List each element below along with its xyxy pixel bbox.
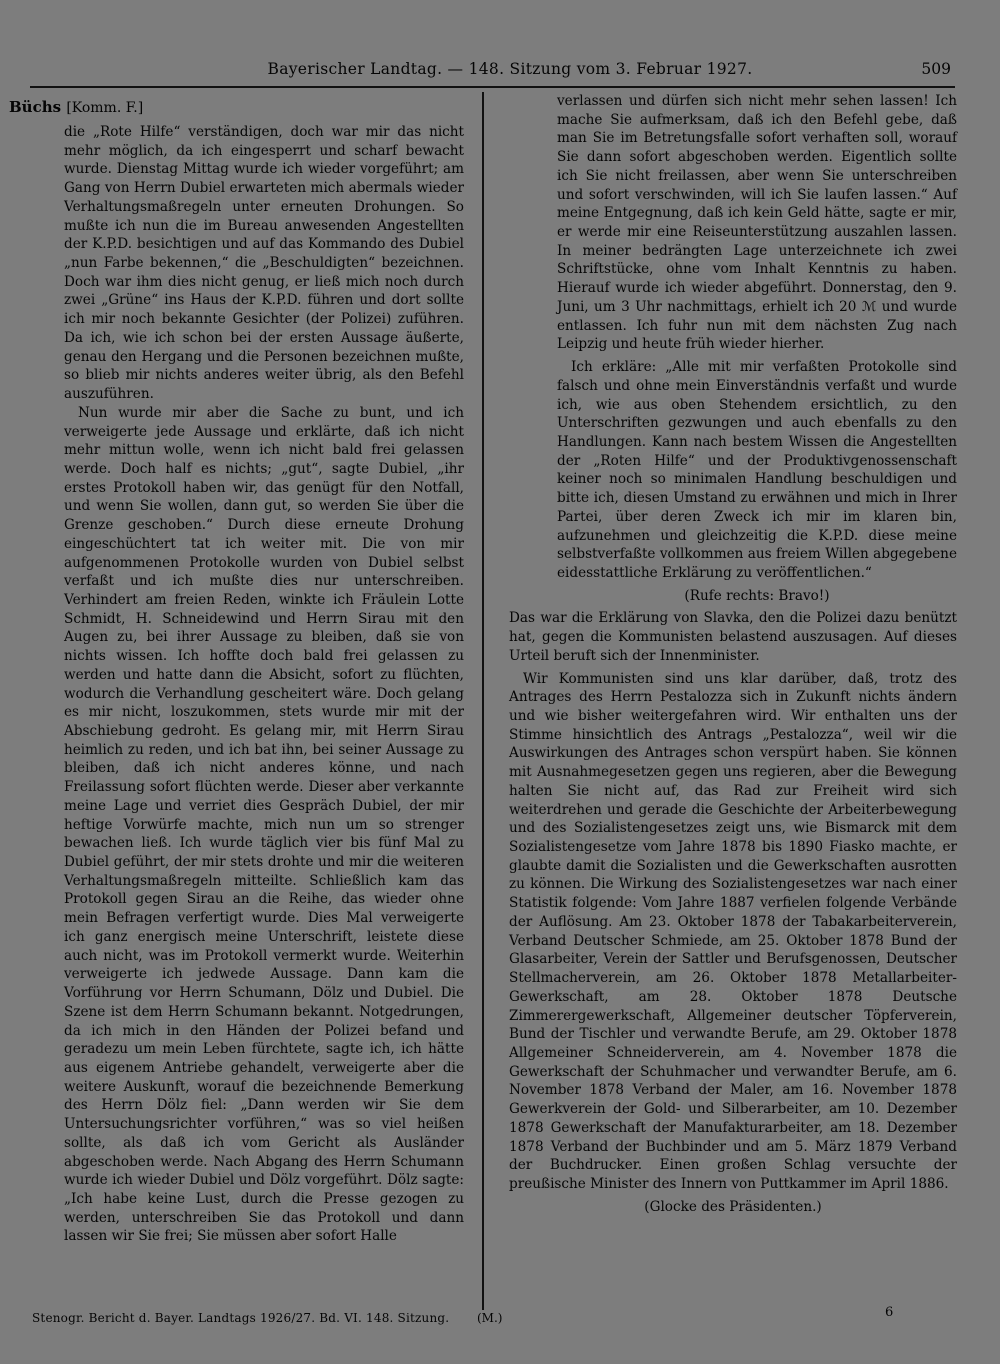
speaker-affiliation: [Komm. F.] xyxy=(66,100,144,116)
right-column xyxy=(509,92,957,1216)
speaker-name: Büchs xyxy=(9,98,62,116)
left-column xyxy=(9,92,464,1246)
body-paragraph: Das war die Erklärung von Slavka, den die Polizei dazu benützt hat, gegen die Kommunisten belastend auszusagen. Auf dieses Urteil beruft sich der Innenminister. xyxy=(509,610,957,664)
speaker-line xyxy=(9,92,464,123)
footer-sheet: 6 xyxy=(885,1305,894,1320)
body-paragraph: die „Rote Hilfe“ verständigen, doch war mir das nicht mehr möglich, da ich eingesperrt und scharf bewacht wurde. Dienstag Mittag wurde ich wieder vorgeführt; am Gang von Herrn Dubiel erwarteten mich abermals wieder Verhaltungsmaßregeln unter erneuten Drohungen. So mußte ich nun die im Bureau anwesenden Angestellten der K.P.D. besichtigen und auf das Kommando des Dubiel „nun Farbe bekennen,“ die „Beschuldigten“ bezeichnen. Doch war ihm dies nicht genug, er ließ mich noch durch zwei „Grüne“ ins Haus der K.P.D. führen und dort sollte ich mir noch bekannte Gesichter (der Polizei) zuführen. Da ich, wie ich schon bei der ersten Aussage äußerte, genau den Hergang und die Personen bezeichnen mußte, so blieb mir nichts anderes weiter übrig, als den Befehl auszuführen. xyxy=(64,124,464,403)
quoted-statement xyxy=(509,92,957,605)
quote-paragraph: Ich erkläre: „Alle mit mir verfaßten Protokolle sind falsch und ohne mein Einverständnis verfaßt und wurde ich, wie aus oben Stehendem ersichtlich, zu den Unterschriften gezwungen und auch ebenfalls zu den Handlungen. Kann nach bestem Wissen die Angestellten der „Roten Hilfe“ und der Produktivgenossenschaft keiner noch so minimalen Handlung beschuldigen und bitte ich, diesen Umstand zu erwähnen und mich in Ihrer Partei, über deren Zweck ich mir im klaren bin, aufzunehmen und gleichzeitig die K.P.D. diese meine selbstverfaßte vollkommen aus freiem Willen abgegebene eidesstattliche Erklärung zu veröffentlichen.“ xyxy=(557,359,957,581)
footer-mark: (M.) xyxy=(477,1311,503,1325)
header-title: Bayerischer Landtag. — 148. Sitzung vom 3. Februar 1927. xyxy=(267,60,753,78)
interjection: (Rufe rechts: Bravo!) xyxy=(684,587,830,604)
body-paragraph: Wir Kommunisten sind uns klar darüber, daß, trotz des Antrages des Herrn Pestalozza sich in Zukunft nichts ändern und wie bisher weitergefahren wird. Wir enthalten uns der Stimme hinsichtlich des Antrags „Pestalozza“, weil wir die Auswirkungen des Antrages schon verspürt haben. Sie können mit Ausnahmegesetzen gegen uns regieren, aber die Bewegung halten Sie nicht auf, das Rad zur Freiheit wird sich weiterdrehen und gerade die Geschichte der Arbeiterbewegung und des Sozialistengesetzes zeigt uns, wie Bismarck mit dem Sozialistengesetze vom Jahre 1878 bis 1890 Fiasko machte, er glaubte damit die Sozialisten und die Gewerkschaften ausrotten zu können. Die Wirkung des Sozialistengesetzes war nach einer Statistik folgende: Vom Jahre 1887 verfielen folgende Verbände der Auflösung. Am 23. Oktober 1878 der Tabakarbeiterverein, Verband Deutscher Schmiede, am 25. Oktober 1878 Bund der Glasarbeiter, Verein der Sattler und Berufsgenossen, Deutscher Stellmacherverein, am 26. Oktober 1878 Metallarbeiter-Gewerkschaft, am 28. Oktober 1878 Deutsche Zimmerergewerkschaft, Allgemeiner deutscher Töpferverein, Bund der Tischler und verwandte Berufe, am 29. Oktober 1878 Allgemeiner Schneiderverein, am 4. November 1878 die Gewerkschaft der Schuhmacher und verwandter Berufe, am 6. November 1878 Verband der Maler, am 16. November 1878 Gewerkverein der Gold- und Silberarbeiter, am 10. Dezember 1878 Gewerkschaft der Manufakturarbeiter, am 18. Dezember 1878 Verband der Buchbinder und am 5. März 1879 Verband der Buchdrucker. Einen großen Schlag versuchte der preußische Minister des Innern von Puttkammer im April 1886. xyxy=(509,670,957,1192)
closing-interjection: (Glocke des Präsidenten.) xyxy=(644,1198,822,1215)
footer-source: Stenogr. Bericht d. Bayer. Landtags 1926/27. Bd. VI. 148. Sitzung. xyxy=(32,1311,450,1325)
page-header xyxy=(30,60,955,88)
column-divider xyxy=(482,92,484,1310)
page-number: 509 xyxy=(921,60,951,78)
quote-paragraph: verlassen und dürfen sich nicht mehr sehen lassen! Ich mache Sie aufmerksam, daß ich den Befehl gebe, daß man Sie im Betretungsfalle sofort verhaften soll, worauf Sie dann sofort abgeschoben werden. Eigentlich sollte ich Sie nicht freilassen, aber wenn Sie unterschreiben und sofort verschwinden, will ich Sie laufen lassen.“ Auf meine Entgegnung, daß ich kein Geld hätte, sagte er mir, er werde mir eine Reiseunterstützung auszahlen lassen. In meiner bedrängten Lage unterzeichnete ich zwei Schriftstücke, ohne vom Inhalt Kenntnis zu haben. Hierauf wurde ich wieder abgeführt. Donnerstag, den 9. Juni, um 3 Uhr nachmittags, erhielt ich 20 ℳ und wurde entlassen. Ich fuhr nun mit dem nächsten Zug nach Leipzig und heute früh wieder hierher. xyxy=(557,93,957,353)
body-paragraph: Nun wurde mir aber die Sache zu bunt, und ich verweigerte jede Aussage und erklärte, daß ich nicht mehr mittun wolle, wenn ich nicht bald frei gelassen werde. Doch half es nichts; „gut“, sagte Dubiel, „ihr erstes Protokoll haben wir, das genügt für den Notfall, und wenn Sie wollen, dann gut, so werden Sie über die Grenze geschoben.“ Durch diese erneute Drohung eingeschüchtert tat ich weiter mit. Die von mir aufgenommenen Protokolle wurden von Dubiel selbst verfaßt und ich mußte dies nur unterschreiben. Verhindert am freien Reden, winkte ich Fräulein Lotte Schmidt, H. Schneidewind und Herrn Sirau mit den Augen zu, bei ihrer Aussage zu bleiben, daß sie von nichts wissen. Ich hoffte doch bald frei gelassen zu werden und hatte dann die Absicht, sofort zu flüchten, wodurch die Verhandlung gescheitert wäre. Doch gelang es mir nicht, loszukommen, stets wurde mir mit der Abschiebung gedroht. Es gelang mir, mit Herrn Sirau heimlich zu reden, und ich bat ihn, bei seiner Aussage zu bleiben, daß ich nicht anderes könne, und nach Freilassung sofort flüchten werde. Dieser aber verkannte meine Lage und verriet dies Gespräch Dubiel, der mir heftige Vorwürfe machte, mich nun um so strenger bewachen ließ. Ich wurde täglich vier bis fünf Mal zu Dubiel geführt, der mir stets drohte und mir die weiteren Verhaltungsmaßregeln mitteilte. Schließlich kam das Protokoll gegen Sirau an die Reihe, das wieder ohne mein Befragen verfertigt wurde. Dies Mal verweigerte ich ganz energisch meine Unterschrift, leistete diese auch nicht, was im Protokoll vermerkt wurde. Weiterhin verweigerte ich jedwede Aussage. Dann kam die Vorführung vor Herrn Schumann, Dölz und Dubiel. Die Szene ist dem Herrn Schumann bekannt. Notgedrungen, da ich mich in den Händen der Polizei befand und geradezu um mein Leben fürchtete, sagte ich, ich hätte aus eigenem Antriebe gehandelt, verweigerte aber die weitere Auskunft, worauf die bezeichnende Bemerkung des Herrn Dölz fiel: „Dann werden wir Sie dem Untersuchungsrichter vorführen,“ was so viel heißen sollte, als daß ich vom Gericht als Ausländer abgeschoben werde. Nach Abgang des Herrn Schumann wurde ich wieder Dubiel und Dölz vorgeführt. Dölz sagte: „Ich habe keine Lust, durch die Presse gezogen zu werden, unterschreiben Sie das Protokoll und dann lassen wir Sie frei; Sie müssen aber sofort Halle xyxy=(64,404,464,1245)
